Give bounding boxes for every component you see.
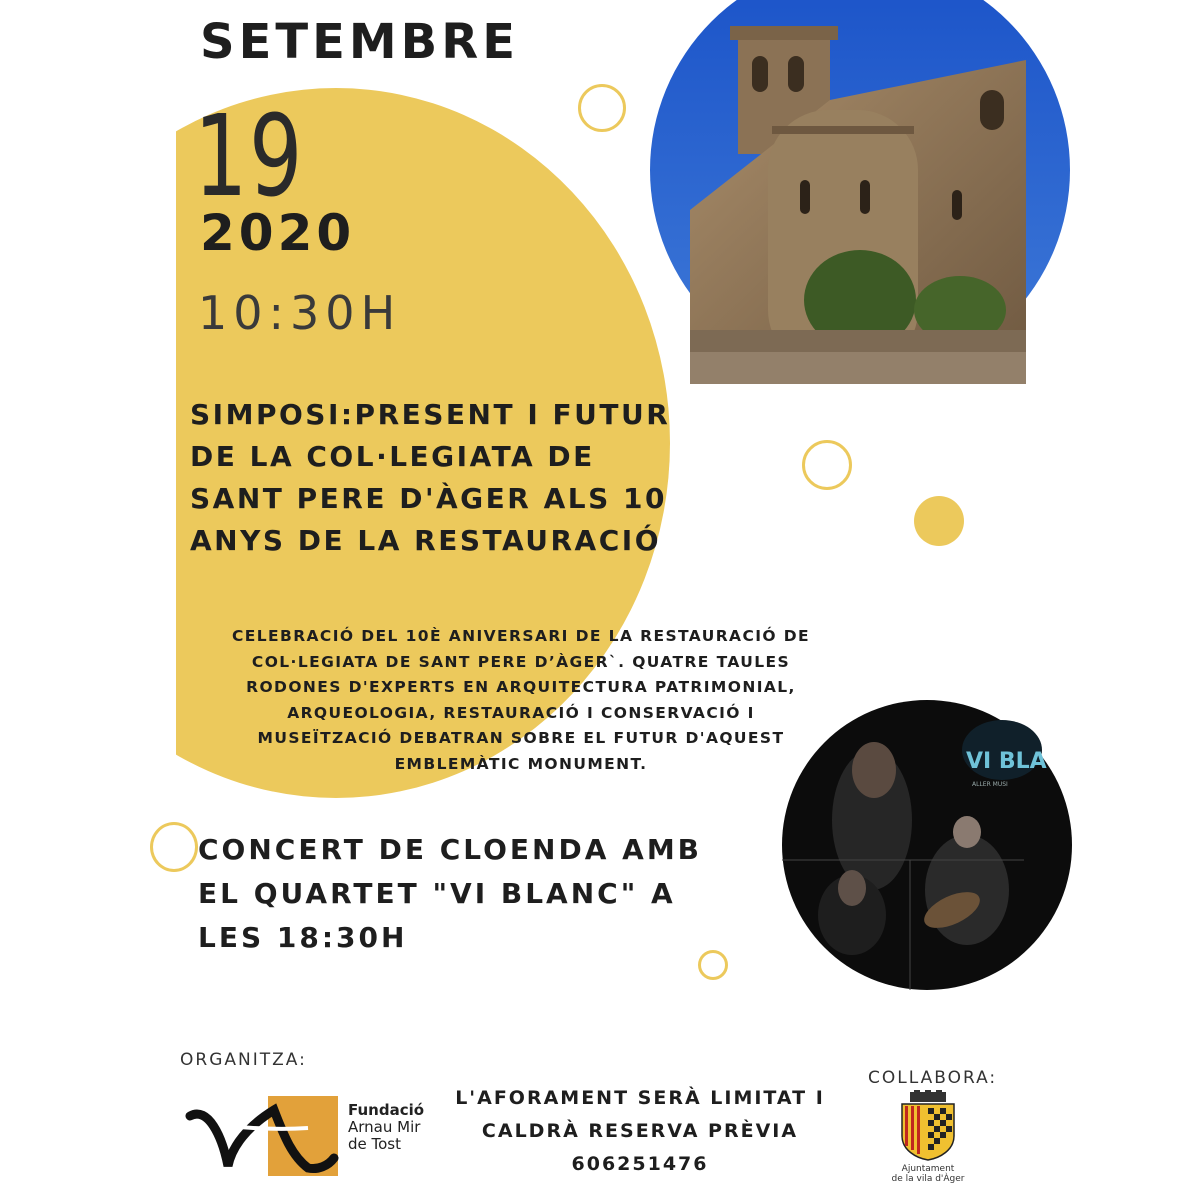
band-logo-text: VI BLA [966,749,1047,774]
ajuntament-caption [880,1164,976,1184]
fundacio-arnau-mir-logo [188,1096,348,1176]
dot-decoration [914,496,964,546]
ring-decoration [150,822,198,872]
capacity-notice [430,1082,850,1181]
day-number-text: 19 [194,92,304,222]
phone-number: 606251476 [571,1153,709,1175]
description-line: MUSEÏTZACIÓ DEBATRAN SOBRE EL FUTUR D'AQUEST [257,729,785,747]
day-number [194,92,341,222]
church-photo [690,0,1026,384]
event-description [196,624,846,777]
concert-line: EL QUARTET "VI BLANC" A [198,877,676,910]
ring-decoration [578,84,626,132]
concert-title [198,828,798,960]
symposium-line: SIMPOSI:PRESENT I FUTUR [190,398,671,431]
concert-line: LES 18:30H [198,921,408,954]
romanesque-church-photo [690,0,1026,384]
band-logo-subtext: ALLER MUSI [972,781,1008,788]
symposium-line: SANT PERE D'ÀGER ALS 10 [190,482,667,515]
fundacio-logo [188,1096,428,1176]
year-label: 2020 [200,204,356,262]
fundacio-line2: Arnau Mir [348,1118,421,1136]
ajuntament-ager-crest [888,1092,968,1162]
capacity-line: L'AFORAMENT SERÀ LIMITAT I [455,1087,825,1109]
symposium-title [190,394,790,562]
description-line: EMBLEMÀTIC MONUMENT. [394,754,648,773]
time-label: 10:30H [198,286,402,340]
band-photo [782,700,1047,990]
symposium-line: ANYS DE LA RESTAURACIÓ [190,524,661,557]
band-collage-photo [782,700,1047,990]
description-line: COL·LEGIATA DE SANT PERE D’ÀGER`. QUATRE TAULES [251,652,791,671]
ajuntament-line1: Ajuntament [901,1164,955,1174]
description-line: CELEBRACIÓ DEL 10È ANIVERSARI DE LA RESTAURACIÓ DE [231,627,811,645]
ring-decoration [802,440,852,490]
concert-line: CONCERT DE CLOENDA AMB [198,833,703,866]
description-line: RODONES D'EXPERTS EN ARQUITECTURA PATRIMONIAL, [246,678,796,696]
ajuntament-logo [888,1092,968,1192]
organitza-label: ORGANITZA: [180,1050,307,1070]
fundacio-line1: Fundació [348,1101,425,1119]
ajuntament-line2: de la vila d'Àger [891,1174,965,1184]
capacity-line: CALDRÀ RESERVA PRÈVIA [481,1120,799,1142]
left-white-margin [0,0,176,1200]
fundacio-name [348,1102,424,1153]
month-label: SETEMBRE [200,14,519,70]
symposium-line: DE LA COL·LEGIATA DE [190,440,595,473]
collabora-label: COLLABORA: [868,1068,998,1088]
description-line: ARQUEOLOGIA, RESTAURACIÓ I CONSERVACIÓ I [287,703,755,722]
fundacio-line3: de Tost [348,1135,402,1153]
